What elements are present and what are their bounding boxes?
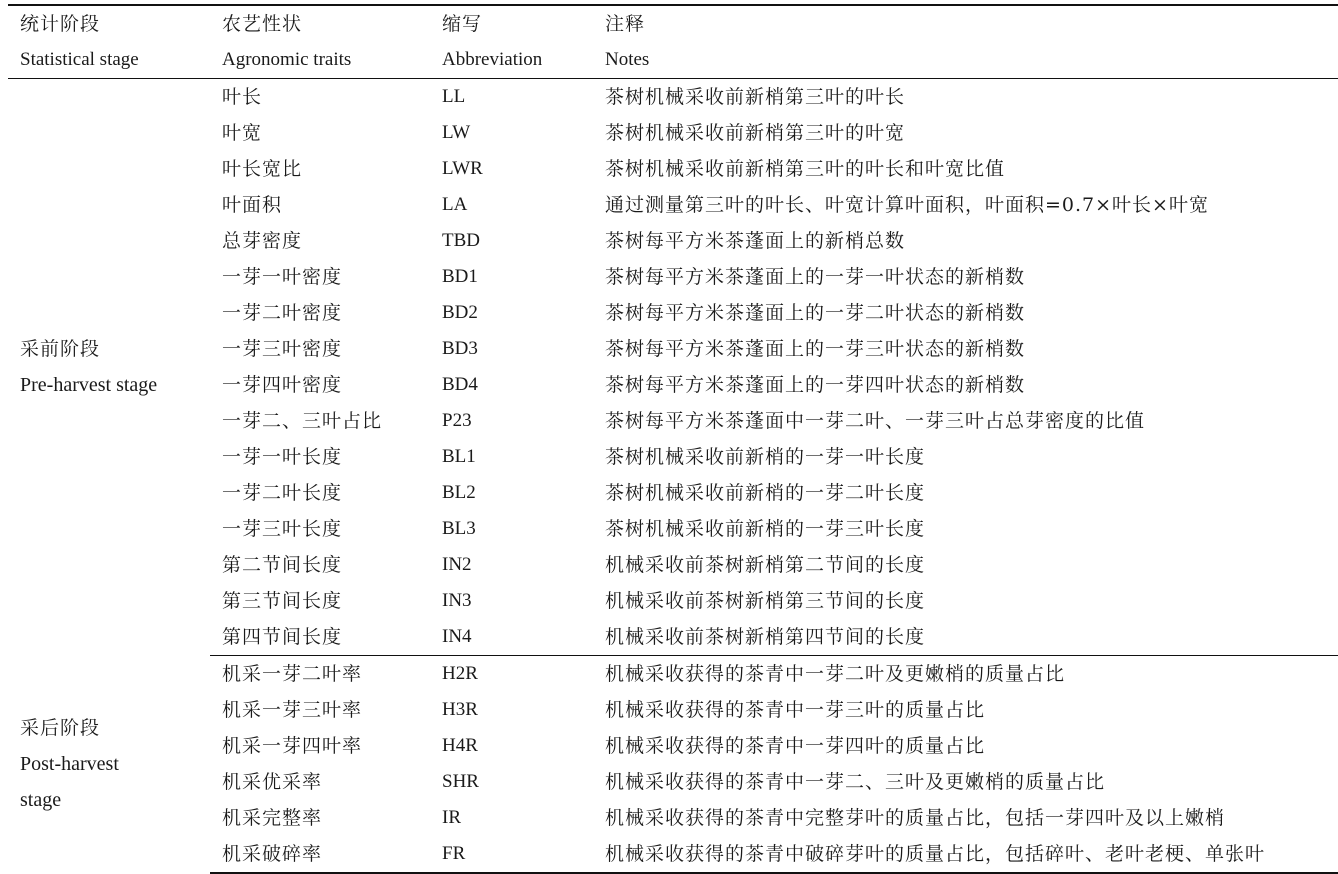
note-cell: 机械采收获得的茶青中一芽二、三叶及更嫩梢的质量占比 (605, 771, 1106, 793)
abbreviation-cell: H3R (442, 699, 478, 720)
trait-cell: 机采一芽四叶率 (222, 735, 363, 757)
stage-label-line: 采后阶段 (20, 717, 101, 740)
note-cell: 茶树机械采收前新梢的一芽一叶长度 (605, 446, 926, 468)
table-header (8, 5, 1338, 79)
note-cell: 茶树每平方米茶蓬面上的一芽四叶状态的新梢数 (605, 374, 1026, 396)
note-cell: 茶树每平方米茶蓬面上的一芽三叶状态的新梢数 (605, 338, 1026, 360)
trait-cell: 叶面积 (222, 194, 283, 216)
header-row-zh (8, 5, 1338, 42)
abbreviation-cell: TBD (442, 230, 480, 251)
abbreviation-cell: LWR (442, 158, 483, 179)
trait-cell: 一芽四叶密度 (222, 374, 343, 396)
abbreviation-cell: BL3 (442, 518, 476, 539)
table-row (8, 656, 1338, 693)
trait-cell: 一芽二叶密度 (222, 302, 343, 324)
trait-cell: 一芽一叶密度 (222, 266, 343, 288)
trait-cell: 一芽三叶密度 (222, 338, 343, 360)
header-trait-zh: 农艺性状 (210, 5, 430, 42)
trait-cell: 机采破碎率 (210, 836, 430, 873)
abbreviation-cell: FR (430, 836, 593, 873)
note-cell: 机械采收前茶树新梢第三节间的长度 (605, 590, 926, 612)
trait-cell: 叶长宽比 (222, 158, 303, 180)
abbreviation-cell: H2R (442, 663, 478, 684)
abbreviation-cell: P23 (442, 410, 472, 431)
traits-table (8, 4, 1338, 874)
note-cell: 机械采收前茶树新梢第四节间的长度 (593, 619, 1338, 656)
note-cell: 茶树机械采收前新梢第三叶的叶长和叶宽比值 (605, 158, 1006, 180)
note-cell: 茶树每平方米茶蓬面上的新梢总数 (605, 230, 906, 252)
abbreviation-cell: IN2 (442, 554, 472, 575)
trait-cell: 机采一芽三叶率 (222, 699, 363, 721)
note-cell: 茶树每平方米茶蓬面上的一芽二叶状态的新梢数 (605, 302, 1026, 324)
abbreviation-cell: LW (442, 122, 471, 143)
stage-label-line: stage (20, 789, 62, 812)
trait-cell: 第二节间长度 (222, 554, 343, 576)
header-trait-en: Agronomic traits (210, 42, 430, 79)
note-cell: 通过测量第三叶的叶长、叶宽计算叶面积，叶面积=0.7×叶长×叶宽 (605, 194, 1209, 216)
note-cell: 茶树机械采收前新梢的一芽三叶长度 (605, 518, 926, 540)
abbreviation-cell: IN3 (442, 590, 472, 611)
trait-cell: 第四节间长度 (210, 619, 430, 656)
abbreviation-cell: BD2 (442, 302, 478, 323)
trait-cell: 机采完整率 (222, 807, 323, 829)
stage-label-line: 采前阶段 (20, 338, 101, 361)
header-stage-zh: 统计阶段 (8, 5, 210, 42)
header-row-en (8, 42, 1338, 79)
header-note-en: Notes (593, 42, 1338, 79)
trait-cell: 第三节间长度 (222, 590, 343, 612)
trait-cell: 叶宽 (222, 122, 263, 144)
trait-cell: 一芽二、三叶占比 (222, 410, 383, 432)
note-cell: 机械采收获得的茶青中一芽三叶的质量占比 (605, 699, 986, 721)
note-cell: 茶树每平方米茶蓬面上的一芽一叶状态的新梢数 (605, 266, 1026, 288)
header-abbr-zh: 缩写 (430, 5, 593, 42)
stage-label-line: Pre-harvest stage (20, 374, 158, 397)
note-cell: 茶树机械采收前新梢第三叶的叶长 (605, 86, 906, 108)
pre-harvest-stage-label (8, 79, 210, 656)
abbreviation-cell: IR (442, 807, 461, 828)
note-cell: 茶树机械采收前新梢的一芽二叶长度 (605, 482, 926, 504)
header-abbr-en: Abbreviation (430, 42, 593, 79)
note-cell: 茶树机械采收前新梢第三叶的叶宽 (605, 122, 906, 144)
abbreviation-cell: LL (442, 86, 466, 107)
abbreviation-cell: BD4 (442, 374, 478, 395)
abbreviation-cell: H4R (442, 735, 478, 756)
trait-cell: 机采一芽二叶率 (222, 663, 363, 685)
post-harvest-section (8, 656, 1338, 874)
note-cell: 机械采收获得的茶青中一芽四叶的质量占比 (605, 735, 986, 757)
pre-harvest-section (8, 79, 1338, 656)
trait-cell: 机采优采率 (222, 771, 323, 793)
abbreviation-cell: BD3 (442, 338, 478, 359)
trait-cell: 一芽三叶长度 (222, 518, 343, 540)
post-harvest-stage-label (8, 656, 210, 874)
trait-cell: 总芽密度 (222, 230, 303, 252)
abbreviation-cell: IN4 (430, 619, 593, 656)
abbreviation-cell: LA (442, 194, 468, 215)
note-cell: 茶树每平方米茶蓬面中一芽二叶、一芽三叶占总芽密度的比值 (605, 410, 1146, 432)
table-row (8, 79, 1338, 116)
note-cell: 机械采收获得的茶青中完整芽叶的质量占比，包括一芽四叶及以上嫩梢 (605, 807, 1226, 829)
abbreviation-cell: SHR (442, 771, 479, 792)
trait-cell: 叶长 (222, 86, 263, 108)
trait-cell: 一芽二叶长度 (222, 482, 343, 504)
trait-cell: 一芽一叶长度 (222, 446, 343, 468)
header-note-zh: 注释 (593, 5, 1338, 42)
header-stage-en: Statistical stage (8, 42, 210, 79)
stage-label-line: Post-harvest (20, 753, 119, 776)
note-cell: 机械采收前茶树新梢第二节间的长度 (605, 554, 926, 576)
abbreviation-cell: BL2 (442, 482, 476, 503)
abbreviation-cell: BL1 (442, 446, 476, 467)
note-cell: 机械采收获得的茶青中破碎芽叶的质量占比，包括碎叶、老叶老梗、单张叶 (593, 836, 1338, 873)
note-cell: 机械采收获得的茶青中一芽二叶及更嫩梢的质量占比 (605, 663, 1066, 685)
abbreviation-cell: BD1 (442, 266, 478, 287)
